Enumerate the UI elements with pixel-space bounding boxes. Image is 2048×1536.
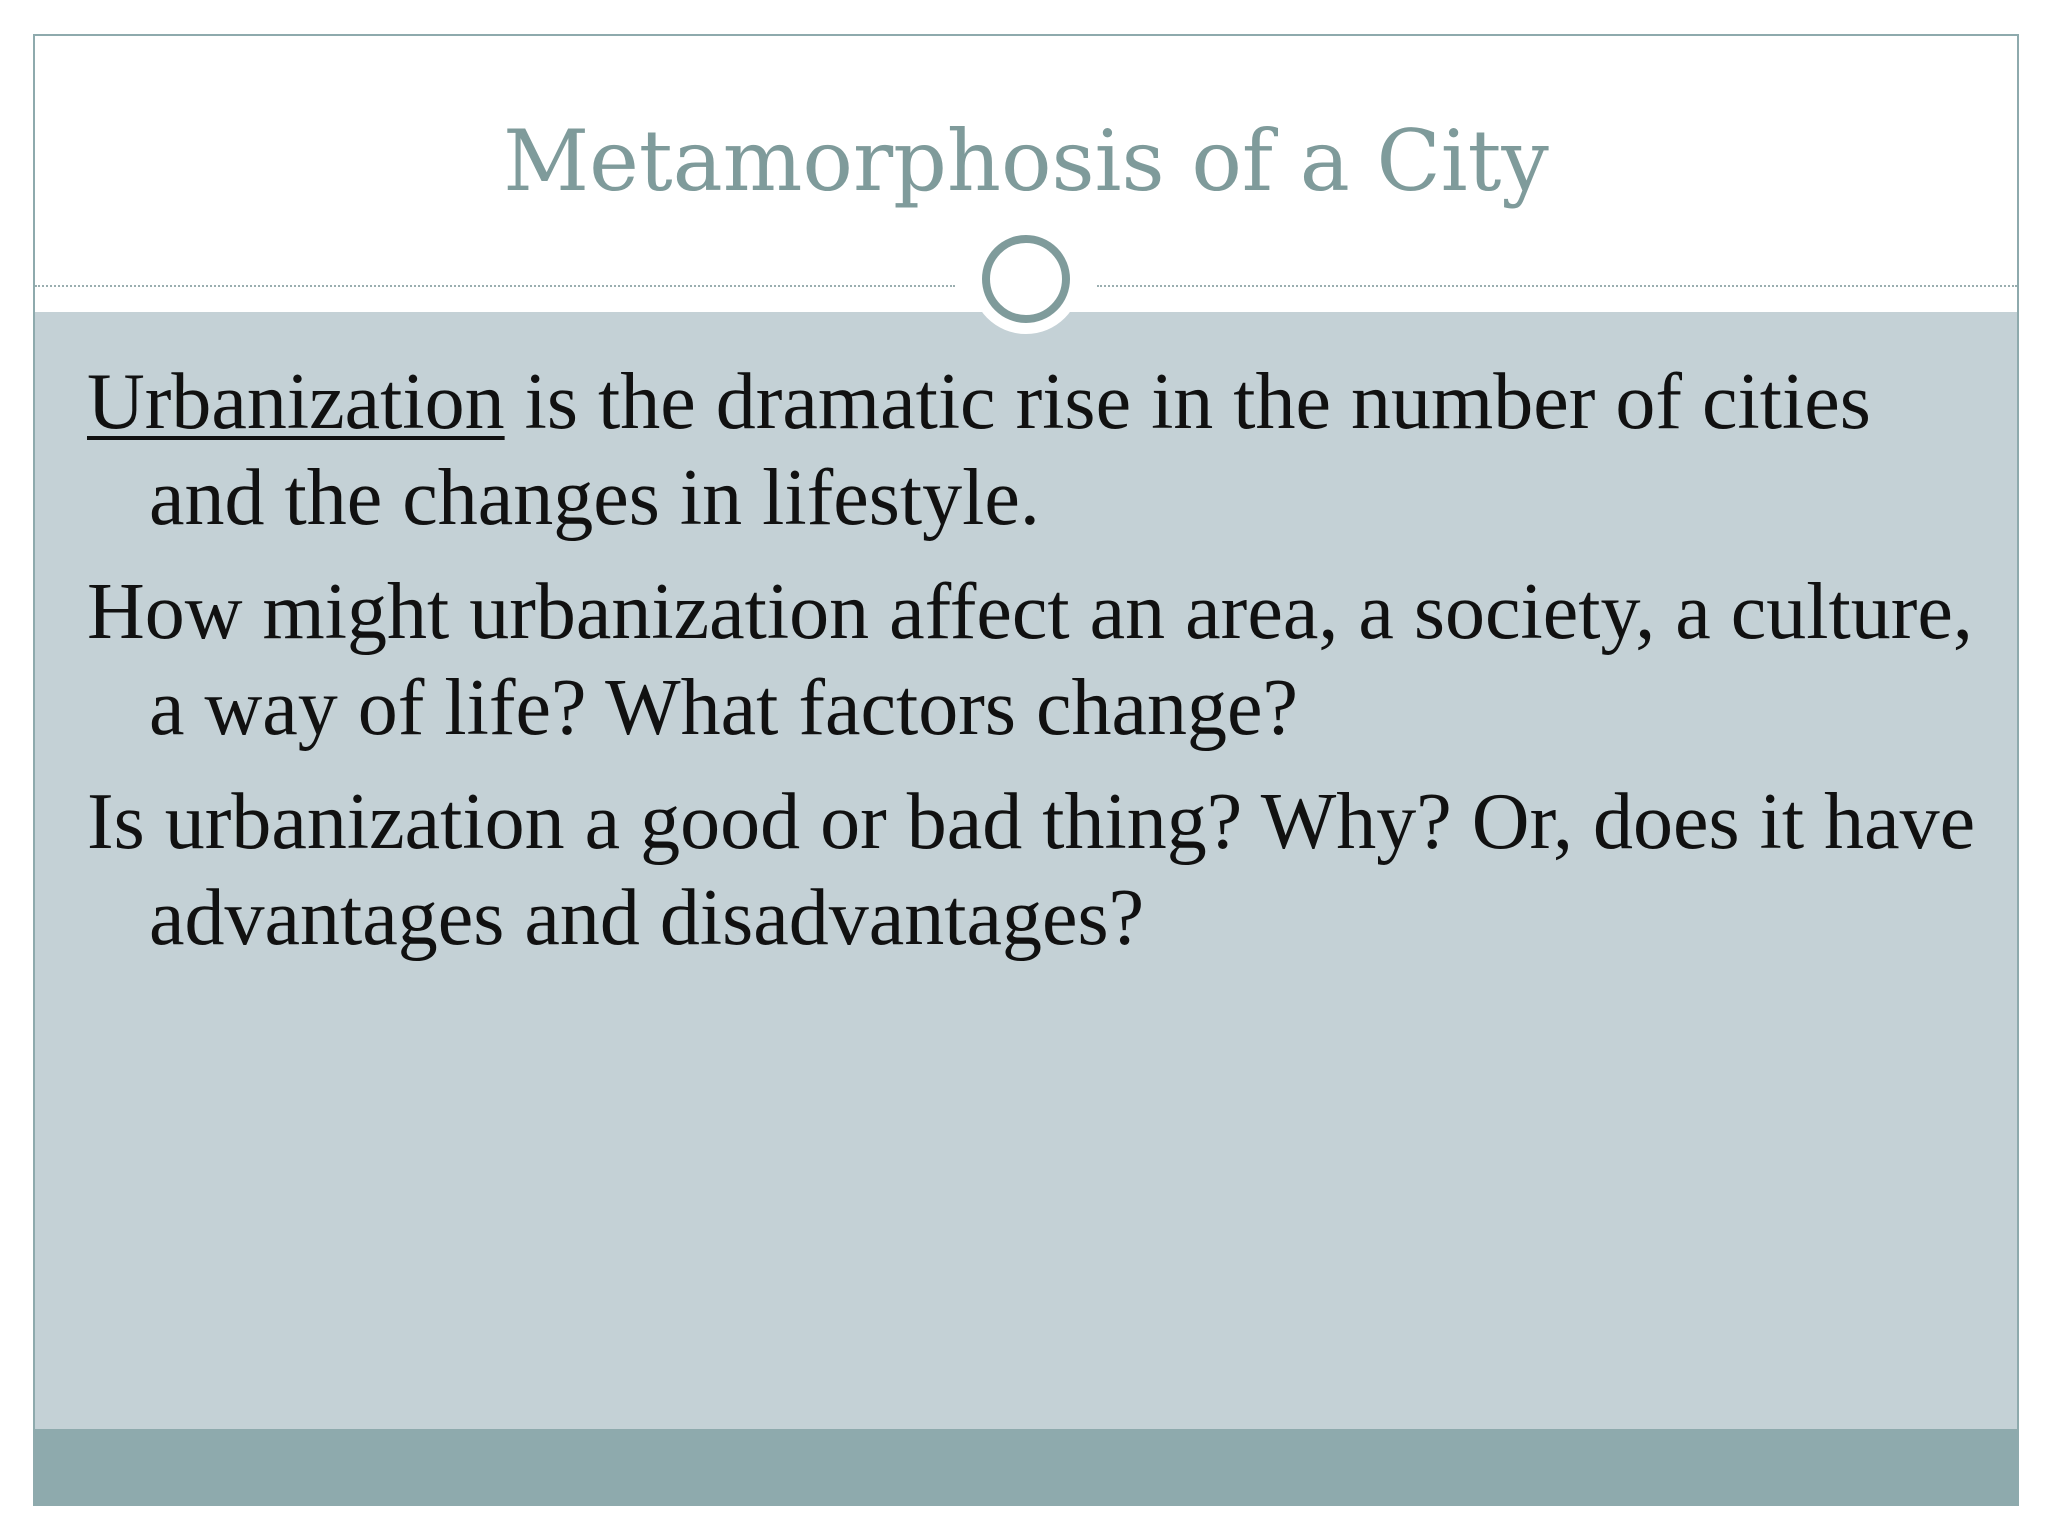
- circle-ornament-icon: [971, 224, 1081, 334]
- slide-title: Metamorphosis of a City: [503, 112, 1549, 210]
- slide: [33, 34, 2019, 1506]
- footer-band: [35, 1429, 2017, 1504]
- body-text: [87, 354, 1987, 984]
- paragraph-question-good-bad: Is urbanization a good or bad thing? Why? Or, does it have advantages and disadvantages?: [87, 778, 1976, 962]
- paragraph-definition: [87, 354, 1987, 546]
- definition-text: is the dramatic rise in the number of cities and the changes in lifestyle.: [149, 358, 1871, 542]
- title-divider-right: [1097, 285, 2017, 287]
- paragraph-question-effects: How might urbanization affect an area, a society, a culture, a way of life? What factors change?: [87, 568, 1973, 752]
- key-term: Urbanization: [87, 358, 505, 446]
- title-divider-left: [35, 285, 955, 287]
- ring-icon: [982, 235, 1070, 323]
